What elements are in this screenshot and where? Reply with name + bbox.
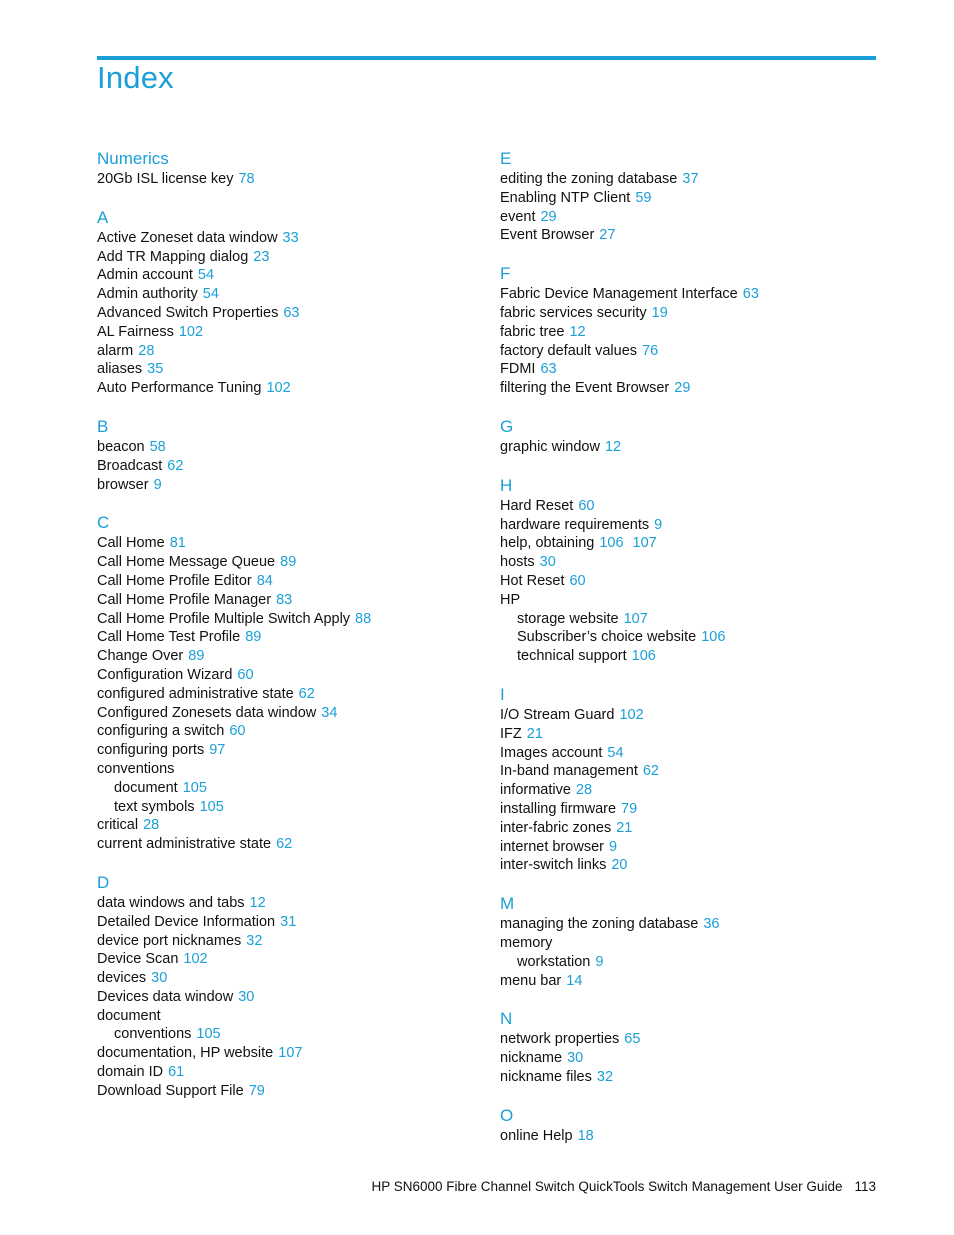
index-section: [500, 475, 880, 666]
index-term: aliases: [97, 361, 143, 378]
page-link[interactable]: 36: [703, 916, 720, 933]
index-term: event: [500, 208, 536, 225]
index-entry: [97, 1082, 477, 1101]
page-link[interactable]: 106: [631, 648, 656, 665]
index-entry: [500, 1127, 880, 1146]
index-entry: [500, 819, 880, 838]
index-section: [500, 1008, 880, 1086]
page-link[interactable]: 12: [249, 894, 266, 911]
page-link[interactable]: 89: [188, 648, 205, 665]
page-link[interactable]: 33: [282, 229, 299, 246]
page-link[interactable]: 107: [278, 1045, 303, 1062]
index-entry: [97, 379, 477, 398]
index-entry: [500, 342, 880, 361]
index-term: document: [114, 779, 178, 796]
index-entry: [97, 816, 477, 835]
index-entry: [500, 744, 880, 763]
index-entry: [97, 360, 477, 379]
index-term: Fabric Device Management Interface: [500, 286, 738, 303]
index-term: Hard Reset: [500, 497, 574, 514]
index-term: AL Fairness: [97, 323, 174, 340]
index-entry: [500, 534, 880, 553]
page-link[interactable]: 59: [635, 189, 652, 206]
page-link[interactable]: 83: [276, 591, 293, 608]
index-term: beacon: [97, 438, 145, 455]
index-subentry: [500, 610, 880, 629]
section-heading: A: [97, 207, 109, 227]
index-term: Device Scan: [97, 951, 179, 968]
index-term: memory: [500, 934, 553, 951]
index-entry: [500, 379, 880, 398]
index-entry: [500, 972, 880, 991]
index-column-right: [500, 148, 880, 1145]
page-link[interactable]: 18: [577, 1127, 594, 1144]
index-entry: [500, 1049, 880, 1068]
page-link[interactable]: 106: [599, 535, 624, 552]
index-term: browser: [97, 476, 149, 493]
index-term: filtering the Event Browser: [500, 380, 670, 397]
page-link[interactable]: 54: [202, 286, 219, 303]
index-entry: [500, 572, 880, 591]
index-term: data windows and tabs: [97, 894, 245, 911]
index-term: informative: [500, 782, 571, 799]
section-heading: H: [500, 475, 513, 495]
index-entry: [97, 304, 477, 323]
index-term: conventions: [97, 760, 175, 777]
index-term: document: [97, 1007, 161, 1024]
index-term: storage website: [517, 610, 619, 627]
page-link[interactable]: 76: [642, 342, 659, 359]
index-term: Subscriber’s choice website: [517, 629, 697, 646]
index-term: help, obtaining: [500, 535, 595, 552]
index-subentry: [500, 953, 880, 972]
index-entry: [97, 610, 477, 629]
page-link[interactable]: 34: [321, 704, 338, 721]
index-entry: [97, 950, 477, 969]
section-heading: I: [500, 684, 505, 704]
index-entry: [500, 591, 880, 610]
index-term: Call Home Profile Manager: [97, 591, 272, 608]
page-title: Index: [97, 60, 174, 95]
index-term: IFZ: [500, 725, 522, 742]
index-entry: [500, 189, 880, 208]
header-rule: [97, 56, 876, 60]
index-term: domain ID: [97, 1064, 164, 1081]
index-term: Call Home: [97, 535, 165, 552]
page-link[interactable]: 19: [651, 304, 668, 321]
index-entry: [500, 553, 880, 572]
page-link[interactable]: 21: [616, 819, 633, 836]
page-link[interactable]: 62: [298, 685, 315, 702]
index-term: managing the zoning database: [500, 916, 699, 933]
index-term: Event Browser: [500, 227, 595, 244]
page-link[interactable]: 106: [701, 629, 726, 646]
index-term: Images account: [500, 744, 603, 761]
index-term: Call Home Profile Multiple Switch Apply: [97, 610, 351, 627]
index-term: Call Home Test Profile: [97, 629, 241, 646]
index-column-left: [97, 148, 477, 1101]
index-term: alarm: [97, 342, 134, 359]
index-entry: [500, 856, 880, 875]
page-link[interactable]: 102: [178, 323, 204, 340]
page-link[interactable]: 21: [526, 725, 543, 742]
page-link[interactable]: 20: [611, 857, 628, 874]
page-link[interactable]: 97: [209, 742, 226, 759]
index-term: Detailed Device Information: [97, 913, 276, 930]
index-term: Download Support File: [97, 1082, 244, 1099]
page-link[interactable]: 54: [607, 744, 624, 761]
page-link[interactable]: 105: [199, 798, 224, 815]
page-link[interactable]: 79: [621, 800, 638, 817]
page-link[interactable]: 89: [245, 629, 262, 646]
page-link[interactable]: 35: [147, 361, 164, 378]
page-link[interactable]: 60: [237, 666, 254, 683]
page-link[interactable]: 105: [196, 1026, 221, 1043]
index-entry: [97, 438, 477, 457]
page-link[interactable]: 63: [283, 304, 300, 321]
section-heading: F: [500, 264, 511, 284]
index-term: conventions: [114, 1026, 192, 1043]
index-term: Add TR Mapping dialog: [97, 248, 249, 265]
page-link[interactable]: 107: [632, 535, 657, 552]
index-entry: [97, 969, 477, 988]
index-term: Admin authority: [97, 286, 198, 303]
index-entry: [500, 285, 880, 304]
index-entry: [97, 285, 477, 304]
page-link[interactable]: 54: [197, 267, 215, 284]
index-entry: [500, 516, 880, 535]
index-entry: [97, 704, 477, 723]
page-link[interactable]: 61: [168, 1064, 185, 1081]
section-heading: B: [97, 416, 109, 436]
index-term: graphic window: [500, 438, 600, 455]
index-term: menu bar: [500, 972, 562, 989]
index-entry: [97, 741, 477, 760]
index-term: fabric services security: [500, 304, 647, 321]
index-entry: [97, 647, 477, 666]
index-term: configuring a switch: [97, 723, 225, 740]
index-term: devices: [97, 970, 147, 987]
section-heading: Numerics: [97, 149, 169, 168]
index-term: critical: [97, 817, 139, 834]
page-link[interactable]: 62: [276, 836, 293, 853]
index-entry: [500, 323, 880, 342]
index-entry: [500, 497, 880, 516]
page-link[interactable]: 32: [246, 932, 263, 949]
index-entry: [97, 1007, 477, 1026]
page-link[interactable]: 62: [167, 457, 184, 474]
index-entry: [500, 725, 880, 744]
index-term: factory default values: [500, 342, 638, 359]
page-link[interactable]: 9: [153, 476, 162, 493]
index-entry: [97, 476, 477, 495]
index-section: [97, 207, 477, 398]
index-entry: [97, 685, 477, 704]
index-entry: [500, 226, 880, 245]
index-term: I/O Stream Guard: [500, 706, 615, 723]
page-link[interactable]: 23: [253, 248, 270, 265]
page-link[interactable]: 102: [183, 951, 208, 968]
index-section: [97, 416, 477, 494]
index-section: [500, 684, 880, 875]
index-entry: [97, 988, 477, 1007]
index-entry: [500, 170, 880, 189]
page-link[interactable]: 9: [654, 516, 663, 533]
page-link[interactable]: 28: [143, 817, 160, 834]
index-entry: [500, 915, 880, 934]
index-term: Call Home Message Queue: [97, 554, 276, 571]
index-term: installing firmware: [500, 800, 617, 817]
index-section: [500, 148, 880, 245]
index-term: Hot Reset: [500, 572, 565, 589]
section-heading: D: [97, 872, 110, 892]
index-term: nickname files: [500, 1068, 592, 1085]
index-term: Advanced Switch Properties: [97, 304, 279, 321]
index-subentry: [500, 628, 880, 647]
page-link[interactable]: 37: [682, 171, 699, 187]
page-link[interactable]: 9: [608, 838, 618, 855]
page-link[interactable]: 88: [355, 610, 372, 627]
index-term: Broadcast: [97, 457, 163, 474]
page-link[interactable]: 102: [266, 380, 291, 397]
page-link[interactable]: 31: [280, 913, 297, 930]
index-entry: [500, 1030, 880, 1049]
index-term: Active Zoneset data window: [97, 229, 278, 246]
index-term: online Help: [500, 1127, 573, 1144]
page-link[interactable]: 60: [569, 572, 586, 589]
page-link[interactable]: 63: [540, 361, 557, 378]
index-entry: [97, 666, 477, 685]
page-link[interactable]: 12: [569, 323, 586, 340]
index-entry: [97, 248, 477, 267]
index-entry: [97, 534, 477, 553]
index-term: Configuration Wizard: [97, 666, 233, 683]
index-term: Admin account: [97, 267, 193, 284]
index-entry: [500, 208, 880, 227]
index-entry: [97, 457, 477, 476]
page-link[interactable]: 63: [742, 286, 759, 303]
index-section: [97, 872, 477, 1101]
index-entry: [97, 170, 477, 189]
index-entry: [97, 229, 477, 248]
page-link[interactable]: 60: [578, 497, 595, 514]
page-link[interactable]: 78: [238, 171, 255, 187]
index-term: workstation: [517, 953, 591, 970]
index-entry: [500, 438, 880, 457]
page-link[interactable]: 79: [248, 1082, 265, 1099]
index-term: hardware requirements: [500, 516, 650, 533]
index-entry: [500, 800, 880, 819]
index-section: [500, 263, 880, 398]
index-term: Enabling NTP Client: [500, 189, 631, 206]
index-term: inter-switch links: [500, 857, 607, 874]
page-link[interactable]: 9: [595, 953, 604, 970]
page-link[interactable]: 84: [256, 572, 273, 589]
index-entry: [97, 894, 477, 913]
index-term: configuring ports: [97, 742, 205, 759]
section-heading: O: [500, 1105, 514, 1125]
page-link[interactable]: 58: [149, 438, 166, 455]
page-link[interactable]: 32: [596, 1068, 614, 1085]
index-subentry: [97, 1025, 477, 1044]
page-link[interactable]: 62: [642, 763, 659, 780]
index-entry: [500, 838, 880, 857]
index-term: internet browser: [500, 838, 604, 855]
page-link[interactable]: 30: [151, 970, 168, 987]
index-entry: [97, 760, 477, 779]
index-term: Configured Zonesets data window: [97, 704, 317, 721]
page-link[interactable]: 12: [604, 438, 622, 455]
index-entry: [97, 1044, 477, 1063]
index-section: [500, 1105, 880, 1146]
section-heading: N: [500, 1009, 513, 1029]
index-entry: [500, 762, 880, 781]
index-section: [97, 512, 477, 854]
page-link[interactable]: 81: [169, 535, 186, 552]
index-term: Change Over: [97, 648, 184, 665]
index-entry: [500, 1068, 880, 1087]
index-term: technical support: [517, 648, 627, 665]
page-link[interactable]: 27: [599, 227, 616, 244]
index-entry: [500, 304, 880, 323]
index-entry: [97, 266, 477, 285]
index-term: inter-fabric zones: [500, 819, 612, 836]
index-entry: [97, 722, 477, 741]
section-heading: M: [500, 894, 515, 914]
index-entry: [500, 706, 880, 725]
index-entry: [500, 934, 880, 953]
index-term: In-band management: [500, 763, 638, 780]
page-link[interactable]: 89: [280, 554, 297, 571]
index-section: [500, 416, 880, 457]
index-term: HP: [500, 591, 521, 608]
page-link[interactable]: 28: [138, 342, 155, 359]
index-entry: [97, 591, 477, 610]
index-subentry: [97, 798, 477, 817]
index-entry: [97, 1063, 477, 1082]
index-entry: [97, 932, 477, 951]
footer-doc-title: HP SN6000 Fibre Channel Switch QuickTools Switch Management User Guide: [371, 1179, 843, 1194]
index-term: 20Gb ISL license key: [97, 171, 234, 187]
index-term: editing the zoning database: [500, 171, 678, 187]
index-subentry: [500, 647, 880, 666]
page-link[interactable]: 29: [674, 380, 691, 397]
index-entry: [500, 781, 880, 800]
index-term: hosts: [500, 554, 535, 571]
index-term: fabric tree: [500, 323, 565, 340]
index-entry: [97, 342, 477, 361]
index-term: Devices data window: [97, 988, 234, 1005]
page-link[interactable]: 14: [566, 972, 583, 989]
index-term: Auto Performance Tuning: [97, 380, 262, 397]
index-subentry: [97, 779, 477, 798]
page-link[interactable]: 60: [229, 723, 246, 740]
index-section: [500, 893, 880, 990]
index-term: current administrative state: [97, 836, 272, 853]
index-term: network properties: [500, 1031, 620, 1048]
index-term: documentation, HP website: [97, 1045, 274, 1062]
index-entry: [97, 553, 477, 572]
page-link[interactable]: 30: [567, 1050, 584, 1067]
section-heading: E: [500, 149, 512, 168]
page-link[interactable]: 28: [575, 782, 593, 799]
index-term: text symbols: [114, 798, 195, 815]
index-term: Call Home Profile Editor: [97, 572, 252, 589]
index-entry: [500, 360, 880, 379]
index-entry: [97, 572, 477, 591]
section-heading: G: [500, 416, 514, 436]
footer-page-number: 113: [854, 1179, 876, 1194]
index-term: FDMI: [500, 361, 536, 378]
page-link[interactable]: 107: [623, 610, 648, 627]
page-link[interactable]: 105: [182, 779, 207, 796]
page-link[interactable]: 65: [624, 1031, 641, 1048]
index-entry: [97, 323, 477, 342]
page-footer: [0, 1179, 876, 1194]
index-entry: [97, 628, 477, 647]
index-section: [97, 148, 477, 189]
page-link[interactable]: 102: [619, 706, 644, 723]
page-link[interactable]: 30: [539, 554, 556, 571]
index-entry: [97, 913, 477, 932]
section-heading: C: [97, 513, 110, 533]
index-entry: [97, 835, 477, 854]
index-term: nickname: [500, 1050, 563, 1067]
index-term: device port nicknames: [97, 932, 242, 949]
index-term: configured administrative state: [97, 685, 294, 702]
page-link[interactable]: 30: [238, 988, 255, 1005]
page-link[interactable]: 29: [540, 208, 557, 225]
